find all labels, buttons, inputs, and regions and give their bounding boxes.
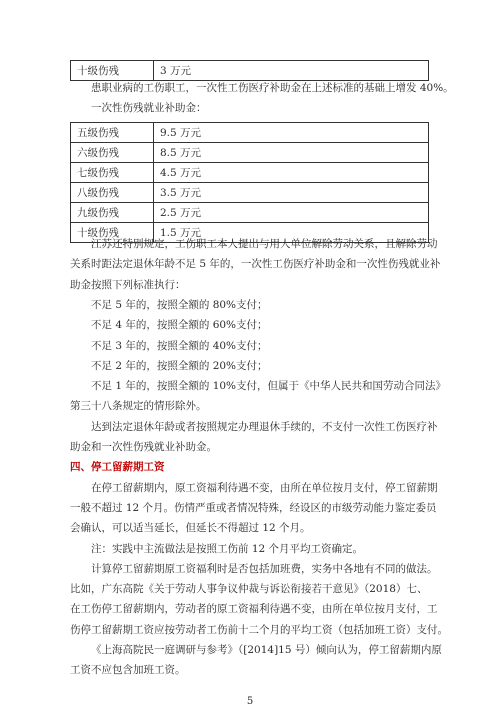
paragraph-jiangsu-line-3: 助金按照下列标准执行： [70,278,186,291]
paragraph-overtime-line-2: 比如，广东高院《关于劳动人事争议仲裁与诉讼衔接若干意见》（2018）七、 [70,583,428,596]
table-cell-level: 十级伤残 [71,61,154,81]
table-cell-level: 九级伤残 [71,203,154,223]
employment-subsidy-table [70,122,429,243]
rule-item: 不足 4 年的，按照全额的 60%支付； [91,319,268,332]
table-cell-amount: 9.5 万元 [154,123,429,143]
paragraph-jiangsu-line-1: 江苏还特别规定，工伤职工本人提出与用人单位解除劳动关系，且解除劳动 [91,238,438,250]
table-cell-level: 六级伤残 [71,143,154,163]
table-cell-amount: 3 万元 [154,61,429,81]
paragraph-leave-line-1: 在停工留薪期内，原工资福利待遇不变，由所在单位按月支付，停工留薪期 [91,481,438,494]
table-cell-amount: 8.5 万元 [154,143,429,163]
paragraph-occupational-disease: 患职业病的工伤职工，一次性工伤医疗补助金在上述标准的基础上增发 40%。 [91,82,454,94]
table-row [71,183,429,203]
table-cell-amount: 3.5 万元 [154,183,429,203]
paragraph-note: 注：实践中主流做法是按照工伤前 12 个月平均工资确定。 [91,542,364,555]
table-row [71,203,429,223]
table-row [71,123,429,143]
rule-item-last-line-1: 不足 1 年的，按照全额的 10%支付，但属于《中华人民共和国劳动合同法》 [91,380,447,393]
paragraph-retirement-line-1: 达到法定退休年龄或者按照规定办理退休手续的，不支付一次性工伤医疗补 [91,420,438,433]
table-cell-amount: 2.5 万元 [154,203,429,223]
paragraph-leave-line-3: 会确认，可以适当延长，但延长不得超过 12 个月。 [70,522,311,535]
paragraph-overtime-line-3: 在工伤停工留薪期内，劳动者的原工资福利待遇不变，由所在单位按月支付，工 [70,603,438,616]
table-cell-amount: 1.5 万元 [154,223,429,243]
table-cell-level: 七级伤残 [71,163,154,183]
paragraph-overtime-line-4: 伤停工留薪期工资应按劳动者工伤前十二个月的平均工资（包括加班工资）支付。 [70,623,448,636]
paragraph-jiangsu-line-2: 关系时距法定退休年龄不足 5 年的，一次性工伤医疗补助金和一次性伤残就业补 [70,258,441,271]
table-cell-level: 五级伤残 [71,123,154,143]
table-cell-amount: 4.5 万元 [154,163,429,183]
paragraph-leave-line-2: 一般不超过 12 个月。伤情严重或者情况特殊，经设区的市级劳动能力鉴定委员 [70,501,437,514]
paragraph-employment-subsidy-label: 一次性伤残就业补助金： [91,102,207,115]
table-row [71,163,429,183]
paragraph-overtime-line-1: 计算停工留薪期原工资福利时是否包括加班费，实务中各地有不同的做法。 [91,562,438,575]
paragraph-shanghai-line-2: 工资不应包含加班工资。 [70,664,186,677]
paragraph-retirement-line-2: 助金和一次性伤残就业补助金。 [70,441,217,453]
paragraph-shanghai-line-1: 《上海高院民一庭调研与参考》（[2014]15 号）倾向认为，停工留薪期内原 [91,644,442,656]
page-number: 5 [246,696,254,707]
table-row [71,143,429,163]
section-heading: 四、停工留薪期工资 [70,461,165,474]
rule-item: 不足 3 年的，按照全额的 40%支付； [91,339,268,352]
table-cell-level: 十级伤残 [71,223,154,243]
rule-item: 不足 5 年的，按照全额的 80%支付； [91,298,268,311]
rule-item-last-line-2: 第三十八条规定的情形除外。 [70,400,207,413]
table-cell-level: 八级伤残 [71,183,154,203]
rule-item: 不足 2 年的，按照全额的 20%支付； [91,359,268,372]
